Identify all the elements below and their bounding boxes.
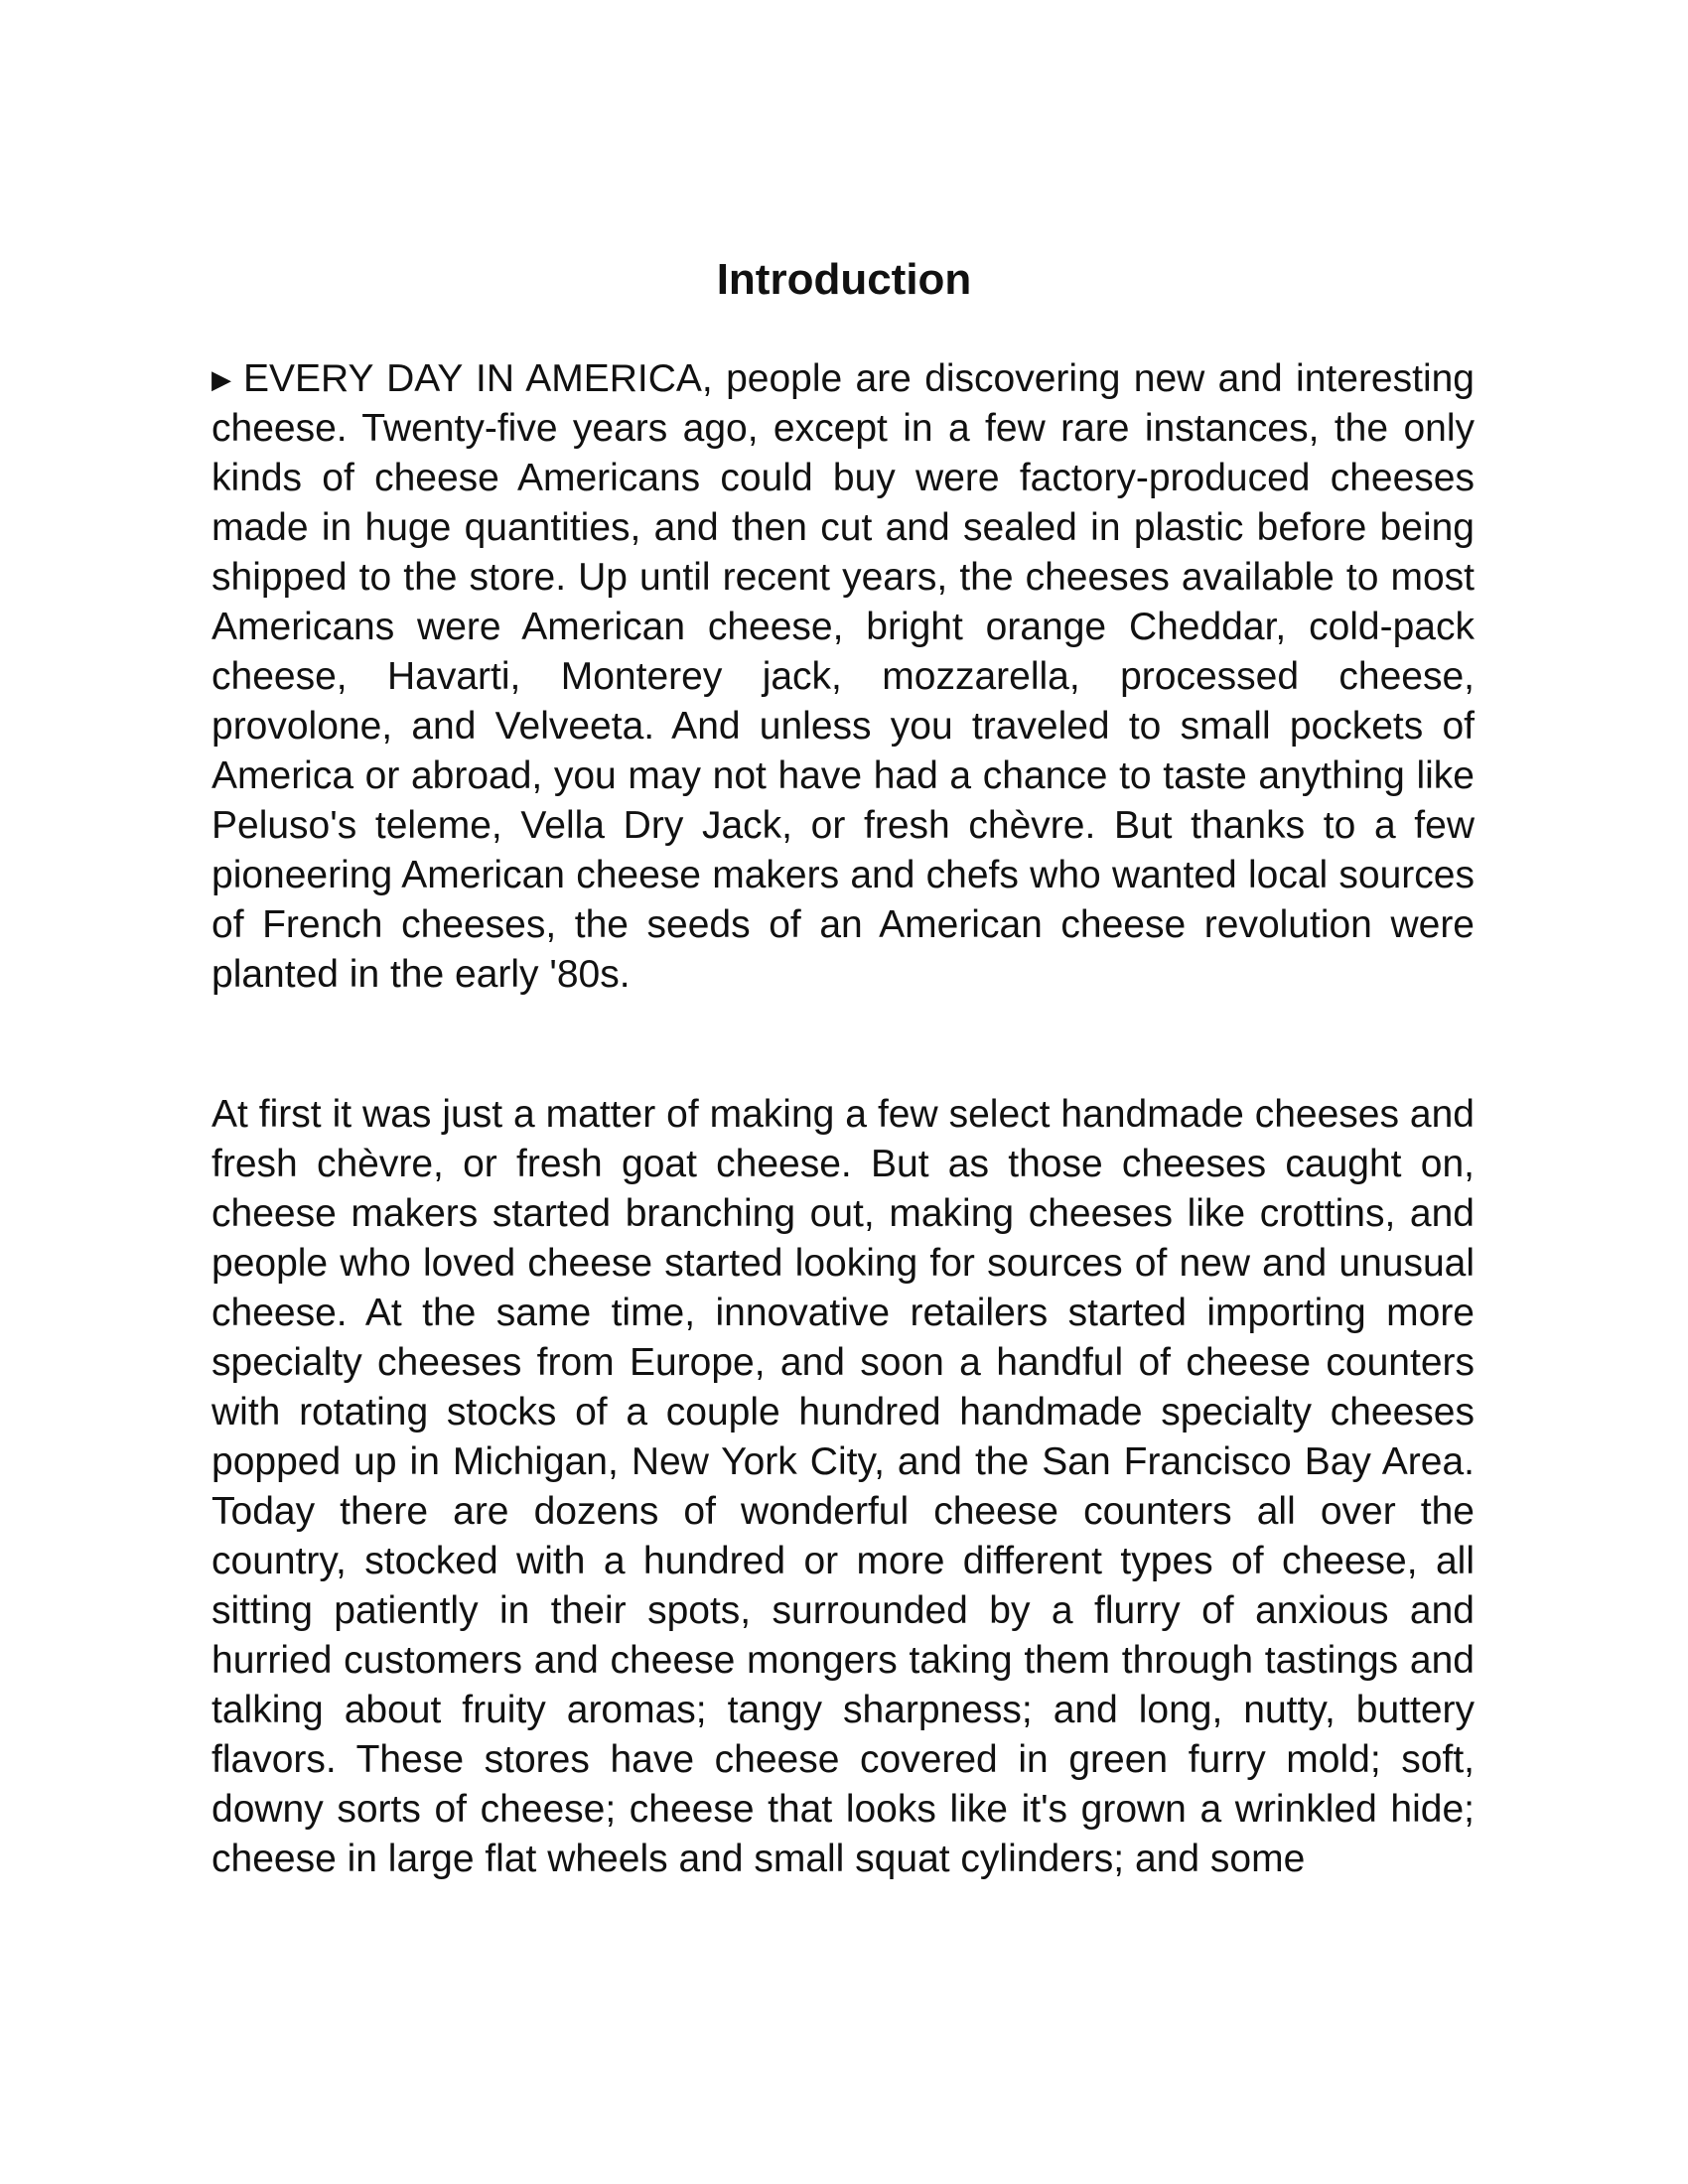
- paragraph-2: [211, 1090, 1475, 1884]
- triangle-bullet-icon: ▶: [211, 364, 231, 394]
- paragraph-1: [211, 354, 1475, 1000]
- paragraph-2-text: At first it was just a matter of making a few select handmade cheeses and fresh chèvre, or fresh goat cheese. But as those cheeses caught on, cheese makers started branching out, making cheeses like crottins, and people who loved cheese started looking for sources of new and unusual cheese. At the same time, innovative retailers started importing more specialty cheeses from Europe, and soon a handful of cheese counters with rotating stocks of a couple hundred handmade specialty cheeses popped up in Michigan, New York City, and the San Francisco Bay Area. Today there are dozens of wonderful cheese counters all over the country, stocked with a hundred or more different types of cheese, all sitting patiently in their spots, surrounded by a flurry of anxious and hurried customers and cheese mongers taking them through tastings and talking about fruity aromas; tangy sharpness; and long, nutty, buttery flavors. These stores have cheese covered in green furry mold; soft, downy sorts of cheese; cheese that looks like it's grown a wrinkled hide; cheese in large flat wheels and small squat cylinders; and some: [211, 1093, 1475, 1880]
- page-title: Introduction: [716, 255, 972, 304]
- paragraph-1-text: EVERY DAY IN AMERICA, people are discovering new and interesting cheese. Twenty-five years ago, except in a few rare instances, the only kinds of cheese Americans could buy were factory-produced cheeses made in huge quantities, and then cut and sealed in plastic before being shipped to the store. Up until recent years, the cheeses available to most Americans were American cheese, bright orange Cheddar, cold-pack cheese, Havarti, Monterey jack, mozzarella, processed cheese, provolone, and Velveeta. And unless you traveled to small pockets of America or abroad, you may not have had a chance to taste anything like Peluso's teleme, Vella Dry Jack, or fresh chèvre. But thanks to a few pioneering American cheese makers and chefs who wanted local sources of French cheeses, the seeds of an American cheese revolution were planted in the early '80s.: [211, 357, 1475, 996]
